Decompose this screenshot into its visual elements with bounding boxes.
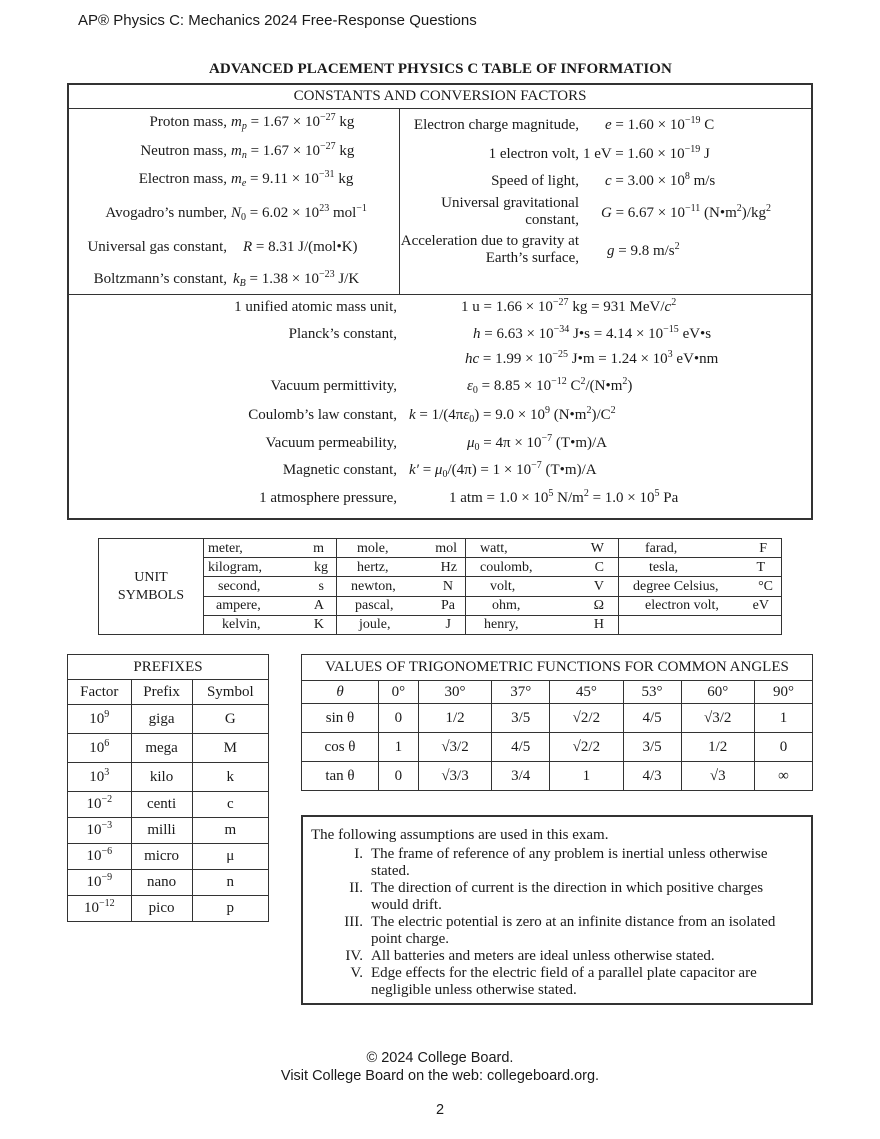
- constant-value: $m_e = 9.11 \times 10^{-31}$ kg: [231, 169, 354, 189]
- constant-value: 1 $u = 1.66 \times 10^{-27}$ kg = 931 MeV/$c^2$: [461, 297, 677, 315]
- constant-label: Acceleration due to gravity at Earth’s surface,: [400, 233, 579, 266]
- prefix-factor: $10^{-3}$: [68, 818, 132, 844]
- constant-value: hc = $1.99 \times 10^{-25}$ J•m = $1.24 \times 10^3$ eV•nm: [465, 349, 719, 367]
- constant-label: 1 atmosphere pressure,: [259, 490, 397, 506]
- trig-cell: √3: [681, 762, 754, 791]
- website-text: Visit College Board on the web: collegeboard.org.: [280, 1068, 600, 1084]
- trig-col-header: 45°: [550, 681, 623, 704]
- prefix-factor: $10^{-12}$: [68, 896, 132, 922]
- constant-label: Avogadro’s number,: [105, 205, 227, 221]
- constant-label: 1 electron volt,: [488, 146, 579, 162]
- prefix-factor: $10^6$: [68, 734, 132, 763]
- trig-cell: √3/3: [418, 762, 491, 791]
- trig-cell: 0: [379, 762, 419, 791]
- constant-value: $G = 6.67 \times 10^{-11}$ $(N•m^2)/kg^2$: [601, 203, 771, 221]
- unit-cell: ohm, Ω: [466, 596, 619, 615]
- prefix-name: kilo: [131, 763, 192, 792]
- page-number: 2: [435, 1102, 445, 1118]
- unit-cell: meter, m: [204, 539, 337, 558]
- prefix-factor: $10^{-6}$: [68, 844, 132, 870]
- constant-value: $k' = \mu_0/(4\pi) = 1 \times 10^{-7}$ (T•m)/A: [409, 460, 597, 480]
- constant-value: $k_B = 1.38 \times 10^{-23}$ J/K: [233, 269, 360, 289]
- trig-col-header: 60°: [681, 681, 754, 704]
- trig-col-header: 0°: [379, 681, 419, 704]
- constant-label: Electron mass,: [138, 171, 227, 187]
- trig-cell: 1: [379, 733, 419, 762]
- unit-symbols-heading: UNIT SYMBOLS: [99, 539, 204, 635]
- prefix-name: pico: [131, 896, 192, 922]
- constant-label: Electron charge magnitude,: [413, 117, 579, 133]
- constant-label: Vacuum permittivity,: [270, 378, 397, 394]
- constant-label: Coulomb’s law constant,: [248, 407, 397, 423]
- trig-cell: ∞: [754, 762, 812, 791]
- trig-values-table: [301, 654, 813, 791]
- constant-label: Boltzmann’s constant,: [93, 271, 227, 287]
- constant-label: Speed of light,: [491, 173, 579, 189]
- trig-cell: 4/5: [623, 704, 681, 733]
- copyright-text: © 2024 College Board.: [366, 1050, 514, 1066]
- prefix-symbol: k: [192, 763, 268, 792]
- constants-table: [67, 83, 813, 520]
- trig-col-header: θ: [302, 681, 379, 704]
- trig-cell: 1/2: [681, 733, 754, 762]
- prefixes-heading: PREFIXES: [68, 655, 269, 680]
- document-title: ADVANCED PLACEMENT PHYSICS C TABLE OF INFORMATION: [208, 61, 672, 77]
- trig-col-header: 53°: [623, 681, 681, 704]
- constant-value: $k = 1/(4\pi\varepsilon_0) = 9.0 \times 10^9$ $(N•m^2)/C^2$: [409, 405, 616, 425]
- unit-cell: electron volt, eV: [619, 596, 782, 615]
- prefix-factor: $10^3$: [68, 763, 132, 792]
- unit-cell: hertz, Hz: [337, 558, 466, 577]
- trig-cell: 4/3: [623, 762, 681, 791]
- trig-cell: √3/2: [681, 704, 754, 733]
- constant-value: $\varepsilon_0 = 8.85 \times 10^{-12}$ $C^2/(N•m^2)$: [467, 376, 633, 396]
- trig-row-label: cos θ: [302, 733, 379, 762]
- trig-row-label: sin θ: [302, 704, 379, 733]
- page-header: AP® Physics C: Mechanics 2024 Free-Response Questions: [78, 12, 477, 29]
- trig-cell: 3/5: [492, 704, 550, 733]
- prefix-col-header: Prefix: [131, 680, 192, 705]
- prefix-factor: $10^{-2}$: [68, 792, 132, 818]
- trig-cell: 4/5: [492, 733, 550, 762]
- prefix-name: milli: [131, 818, 192, 844]
- unit-cell: second, s: [204, 577, 337, 596]
- unit-cell: degree Celsius, °C: [619, 577, 782, 596]
- unit-cell: ampere, A: [204, 596, 337, 615]
- constants-upper-grid: [69, 109, 811, 295]
- constants-lower-grid: [69, 295, 811, 517]
- page-footer: [0, 1049, 880, 1085]
- prefixes-table: [67, 654, 269, 922]
- constant-label: 1 unified atomic mass unit,: [234, 299, 397, 315]
- unit-cell: newton, N: [337, 577, 466, 596]
- constant-label: Planck’s constant,: [288, 326, 397, 342]
- trig-cell: 0: [754, 733, 812, 762]
- constant-value: 1 eV = $1.60 \times 10^{-19}$ J: [583, 144, 710, 162]
- prefix-col-header: Symbol: [192, 680, 268, 705]
- trig-col-header: 30°: [418, 681, 491, 704]
- unit-cell: kilogram, kg: [204, 558, 337, 577]
- constant-value: $m_n = 1.67 \times 10^{-27}$ kg: [231, 141, 355, 161]
- unit-cell: volt, V: [466, 577, 619, 596]
- constants-heading: CONSTANTS AND CONVERSION FACTORS: [69, 85, 811, 109]
- unit-cell: farad, F: [619, 539, 782, 558]
- prefix-name: nano: [131, 870, 192, 896]
- prefix-symbol: c: [192, 792, 268, 818]
- assumption-item: IV. All batteries and meters are ideal unless otherwise stated.: [345, 948, 715, 964]
- constant-label: Universal gas constant,: [87, 239, 227, 255]
- assumption-item: II. The direction of current is the direction in which positive charges would drift.: [349, 880, 764, 913]
- unit-cell: tesla, T: [619, 558, 782, 577]
- unit-cell: kelvin, K: [204, 615, 337, 634]
- unit-cell: mole, mol: [337, 539, 466, 558]
- trig-cell: √2/2: [550, 733, 623, 762]
- assumption-item: V. Edge effects for the electric field of a parallel plate capacitor are negligible unless otherwise stated.: [350, 965, 757, 998]
- prefix-symbol: p: [192, 896, 268, 922]
- trig-cell: 1/2: [418, 704, 491, 733]
- unit-cell: watt, W: [466, 539, 619, 558]
- trig-cell: 3/5: [623, 733, 681, 762]
- constant-value: g = 9.8 $m/s^2$: [607, 241, 680, 259]
- unit-cell: henry, H: [466, 615, 619, 634]
- constant-label: Proton mass,: [149, 114, 227, 130]
- trig-cell: 0: [379, 704, 419, 733]
- prefix-name: centi: [131, 792, 192, 818]
- prefix-symbol: n: [192, 870, 268, 896]
- constant-value: $e = 1.60 \times 10^{-19}$ C: [605, 115, 715, 133]
- prefix-col-header: Factor: [68, 680, 132, 705]
- constant-label: Magnetic constant,: [282, 462, 397, 478]
- prefix-symbol: M: [192, 734, 268, 763]
- prefix-symbol: μ: [192, 844, 268, 870]
- constant-value: $h = 6.63 \times 10^{-34}$ J•s = $4.14 \times 10^{-15}$ eV•s: [473, 324, 712, 342]
- trig-heading: VALUES OF TRIGONOMETRIC FUNCTIONS FOR COMMON ANGLES: [302, 655, 813, 681]
- trig-col-header: 90°: [754, 681, 812, 704]
- unit-cell: joule, J: [337, 615, 466, 634]
- unit-cell: coulomb, C: [466, 558, 619, 577]
- constant-label: Neutron mass,: [140, 143, 227, 159]
- prefix-name: giga: [131, 705, 192, 734]
- constant-value: $c = 3.00 \times 10^8$ m/s: [605, 171, 716, 189]
- trig-cell: 1: [754, 704, 812, 733]
- constant-value: 1 atm = $1.0 \times 10^5$ $N/m^2 = 1.0 \times 10^5$ Pa: [449, 488, 679, 506]
- trig-cell: √3/2: [418, 733, 491, 762]
- trig-row-label: tan θ: [302, 762, 379, 791]
- trig-cell: √2/2: [550, 704, 623, 733]
- prefix-symbol: G: [192, 705, 268, 734]
- constant-value: $N_0 = 6.02 \times 10^{23}$ mol$^{-1}$: [231, 203, 367, 223]
- unit-cell: pascal, Pa: [337, 596, 466, 615]
- trig-cell: 1: [550, 762, 623, 791]
- unit-symbols-table: [98, 538, 782, 635]
- prefix-name: mega: [131, 734, 192, 763]
- prefix-factor: $10^{-9}$: [68, 870, 132, 896]
- trig-col-header: 37°: [492, 681, 550, 704]
- assumptions-intro: The following assumptions are used in this exam.: [311, 827, 609, 843]
- assumption-item: I. The frame of reference of any problem is inertial unless otherwise stated.: [354, 846, 768, 879]
- trig-cell: 3/4: [492, 762, 550, 791]
- constant-value: $\mu_0 = 4\pi \times 10^{-7}$ (T•m)/A: [467, 433, 607, 453]
- constant-value: R = 8.31 J/(mol•K): [243, 239, 358, 255]
- assumptions-box: [301, 815, 813, 1005]
- assumption-item: III. The electric potential is zero at an infinite distance from an isolated point charge.: [344, 914, 776, 947]
- prefix-name: micro: [131, 844, 192, 870]
- constant-value: $m_p = 1.67 \times 10^{-27}$ kg: [231, 112, 355, 132]
- constant-label: Vacuum permeability,: [265, 435, 397, 451]
- constant-label: Universal gravitational constant,: [441, 195, 579, 228]
- prefix-symbol: m: [192, 818, 268, 844]
- prefix-factor: $10^9$: [68, 705, 132, 734]
- unit-cell: [619, 615, 782, 634]
